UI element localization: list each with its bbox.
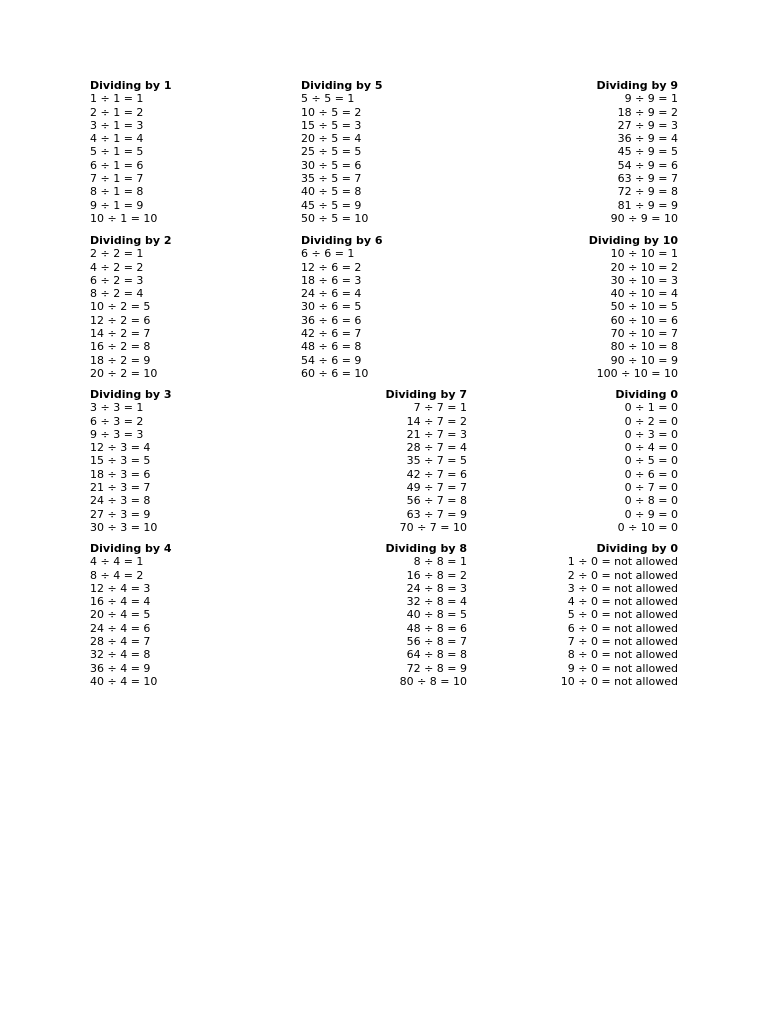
equation-line: 24 ÷ 8 = 3	[406, 581, 467, 595]
equation-line: 15 ÷ 5 = 3	[301, 118, 362, 132]
equation-line: 63 ÷ 9 = 7	[617, 172, 678, 186]
equation-line: 16 ÷ 2 = 8	[90, 340, 151, 354]
equation-line: 80 ÷ 8 = 10	[399, 674, 467, 688]
equation-line: 20 ÷ 5 = 4	[301, 132, 362, 146]
equation-line: 16 ÷ 8 = 2	[406, 568, 467, 582]
equation-line: 8 ÷ 4 = 2	[90, 568, 144, 582]
table-lines	[301, 92, 383, 225]
equation-line: 12 ÷ 4 = 3	[90, 581, 151, 595]
equation-line: 10 ÷ 2 = 5	[90, 300, 151, 314]
equation-line: 63 ÷ 7 = 9	[406, 507, 467, 521]
table-title: Dividing by 5	[301, 79, 383, 92]
equation-line: 21 ÷ 7 = 3	[406, 427, 467, 441]
equation-line: 100 ÷ 10 = 10	[596, 366, 678, 380]
table-title: Dividing by 3	[90, 388, 172, 401]
equation-line: 9 ÷ 1 = 9	[90, 198, 144, 212]
table-title: Dividing by 4	[90, 542, 172, 555]
equation-line: 40 ÷ 10 = 4	[610, 287, 678, 301]
equation-line: 20 ÷ 2 = 10	[90, 366, 158, 380]
equation-line: 6 ÷ 0 = not allowed	[567, 621, 678, 635]
equation-line: 18 ÷ 3 = 6	[90, 467, 151, 481]
equation-line: 0 ÷ 3 = 0	[624, 427, 678, 441]
table-dividing-by-6	[301, 234, 383, 380]
equation-line: 30 ÷ 6 = 5	[301, 300, 362, 314]
equation-line: 48 ÷ 8 = 6	[406, 621, 467, 635]
equation-line: 42 ÷ 7 = 6	[406, 467, 467, 481]
equation-line: 0 ÷ 6 = 0	[624, 467, 678, 481]
equation-line: 81 ÷ 9 = 9	[617, 198, 678, 212]
equation-line: 7 ÷ 0 = not allowed	[567, 635, 678, 649]
equation-line: 12 ÷ 3 = 4	[90, 441, 151, 455]
table-lines	[615, 401, 678, 534]
table-lines	[561, 555, 678, 688]
equation-line: 24 ÷ 3 = 8	[90, 494, 151, 508]
table-lines	[385, 401, 467, 534]
equation-line: 24 ÷ 6 = 4	[301, 287, 362, 301]
table-lines	[90, 92, 172, 225]
equation-line: 36 ÷ 6 = 6	[301, 313, 362, 327]
equation-line: 3 ÷ 3 = 1	[90, 401, 144, 415]
equation-line: 18 ÷ 9 = 2	[617, 105, 678, 119]
table-title: Dividing by 2	[90, 234, 172, 247]
equation-line: 16 ÷ 4 = 4	[90, 595, 151, 609]
equation-line: 25 ÷ 5 = 5	[301, 145, 362, 159]
equation-line: 0 ÷ 7 = 0	[624, 481, 678, 495]
equation-line: 8 ÷ 1 = 8	[90, 185, 144, 199]
equation-line: 32 ÷ 8 = 4	[406, 595, 467, 609]
table-dividing-by-5	[301, 79, 383, 225]
equation-line: 3 ÷ 1 = 3	[90, 118, 144, 132]
equation-line: 1 ÷ 0 = not allowed	[567, 555, 678, 569]
equation-line: 72 ÷ 9 = 8	[617, 185, 678, 199]
equation-line: 4 ÷ 0 = not allowed	[567, 595, 678, 609]
equation-line: 0 ÷ 8 = 0	[624, 494, 678, 508]
equation-line: 45 ÷ 5 = 9	[301, 198, 362, 212]
equation-line: 5 ÷ 0 = not allowed	[567, 608, 678, 622]
equation-line: 0 ÷ 9 = 0	[624, 507, 678, 521]
equation-line: 10 ÷ 5 = 2	[301, 105, 362, 119]
table-dividing-zero	[615, 388, 678, 534]
equation-line: 10 ÷ 0 = not allowed	[560, 674, 678, 688]
table-lines	[589, 247, 678, 380]
table-lines	[301, 247, 383, 380]
table-lines	[596, 92, 678, 225]
equation-line: 0 ÷ 5 = 0	[624, 454, 678, 468]
equation-line: 40 ÷ 4 = 10	[90, 674, 158, 688]
table-lines	[90, 247, 172, 380]
equation-line: 15 ÷ 3 = 5	[90, 454, 151, 468]
equation-line: 10 ÷ 1 = 10	[90, 211, 158, 225]
table-title: Dividing 0	[615, 388, 678, 401]
equation-line: 24 ÷ 4 = 6	[90, 621, 151, 635]
equation-line: 4 ÷ 2 = 2	[90, 260, 144, 274]
table-title: Dividing by 0	[596, 542, 678, 555]
equation-line: 40 ÷ 5 = 8	[301, 185, 362, 199]
equation-line: 27 ÷ 9 = 3	[617, 118, 678, 132]
equation-line: 72 ÷ 8 = 9	[406, 661, 467, 675]
table-title: Dividing by 8	[385, 542, 467, 555]
equation-line: 12 ÷ 6 = 2	[301, 260, 362, 274]
equation-line: 9 ÷ 9 = 1	[624, 92, 678, 106]
equation-line: 56 ÷ 7 = 8	[406, 494, 467, 508]
equation-line: 8 ÷ 8 = 1	[413, 555, 467, 569]
equation-line: 3 ÷ 0 = not allowed	[567, 581, 678, 595]
equation-line: 2 ÷ 2 = 1	[90, 247, 144, 261]
equation-line: 48 ÷ 6 = 8	[301, 340, 362, 354]
table-title: Dividing by 6	[301, 234, 383, 247]
equation-line: 42 ÷ 6 = 7	[301, 327, 362, 341]
equation-line: 60 ÷ 6 = 10	[301, 366, 369, 380]
equation-line: 20 ÷ 4 = 5	[90, 608, 151, 622]
equation-line: 18 ÷ 6 = 3	[301, 273, 362, 287]
equation-line: 9 ÷ 3 = 3	[90, 427, 144, 441]
equation-line: 35 ÷ 7 = 5	[406, 454, 467, 468]
equation-line: 80 ÷ 10 = 8	[610, 340, 678, 354]
table-dividing-by-9	[596, 79, 678, 225]
equation-line: 90 ÷ 9 = 10	[610, 211, 678, 225]
equation-line: 32 ÷ 4 = 8	[90, 648, 151, 662]
equation-line: 54 ÷ 6 = 9	[301, 353, 362, 367]
equation-line: 12 ÷ 2 = 6	[90, 313, 151, 327]
equation-line: 7 ÷ 1 = 7	[90, 172, 144, 186]
equation-line: 40 ÷ 8 = 5	[406, 608, 467, 622]
equation-line: 21 ÷ 3 = 7	[90, 481, 151, 495]
equation-line: 14 ÷ 2 = 7	[90, 327, 151, 341]
table-title: Dividing by 7	[385, 388, 467, 401]
equation-line: 18 ÷ 2 = 9	[90, 353, 151, 367]
table-dividing-by-4	[90, 542, 172, 688]
equation-line: 36 ÷ 4 = 9	[90, 661, 151, 675]
equation-line: 9 ÷ 0 = not allowed	[567, 661, 678, 675]
equation-line: 30 ÷ 10 = 3	[610, 273, 678, 287]
equation-line: 54 ÷ 9 = 6	[617, 158, 678, 172]
equation-line: 4 ÷ 1 = 4	[90, 132, 144, 146]
equation-line: 70 ÷ 10 = 7	[610, 327, 678, 341]
equation-line: 6 ÷ 2 = 3	[90, 273, 144, 287]
equation-line: 7 ÷ 7 = 1	[413, 401, 467, 415]
equation-line: 0 ÷ 1 = 0	[624, 401, 678, 415]
equation-line: 50 ÷ 10 = 5	[610, 300, 678, 314]
equation-line: 64 ÷ 8 = 8	[406, 648, 467, 662]
table-dividing-by-zero	[561, 542, 678, 688]
equation-line: 8 ÷ 0 = not allowed	[567, 648, 678, 662]
equation-line: 30 ÷ 3 = 10	[90, 520, 158, 534]
equation-line: 49 ÷ 7 = 7	[406, 481, 467, 495]
table-lines	[385, 555, 467, 688]
equation-line: 6 ÷ 1 = 6	[90, 158, 144, 172]
equation-line: 28 ÷ 7 = 4	[406, 441, 467, 455]
equation-line: 70 ÷ 7 = 10	[399, 520, 467, 534]
equation-line: 20 ÷ 10 = 2	[610, 260, 678, 274]
equation-line: 2 ÷ 0 = not allowed	[567, 568, 678, 582]
table-dividing-by-2	[90, 234, 172, 380]
equation-line: 28 ÷ 4 = 7	[90, 635, 151, 649]
equation-line: 6 ÷ 6 = 1	[301, 247, 355, 261]
equation-line: 8 ÷ 2 = 4	[90, 287, 144, 301]
table-lines	[90, 401, 172, 534]
equation-line: 1 ÷ 1 = 1	[90, 92, 144, 106]
equation-line: 60 ÷ 10 = 6	[610, 313, 678, 327]
equation-line: 35 ÷ 5 = 7	[301, 172, 362, 186]
equation-line: 90 ÷ 10 = 9	[610, 353, 678, 367]
table-dividing-by-1	[90, 79, 172, 225]
equation-line: 6 ÷ 3 = 2	[90, 414, 144, 428]
table-title: Dividing by 10	[588, 234, 678, 247]
equation-line: 27 ÷ 3 = 9	[90, 507, 151, 521]
equation-line: 30 ÷ 5 = 6	[301, 158, 362, 172]
equation-line: 10 ÷ 10 = 1	[610, 247, 678, 261]
equation-line: 0 ÷ 4 = 0	[624, 441, 678, 455]
equation-line: 45 ÷ 9 = 5	[617, 145, 678, 159]
table-dividing-by-3	[90, 388, 172, 534]
table-lines	[90, 555, 172, 688]
equation-line: 36 ÷ 9 = 4	[617, 132, 678, 146]
table-title: Dividing by 1	[90, 79, 172, 92]
table-title: Dividing by 9	[596, 79, 678, 92]
equation-line: 56 ÷ 8 = 7	[406, 635, 467, 649]
equation-line: 5 ÷ 1 = 5	[90, 145, 144, 159]
equation-line: 2 ÷ 1 = 2	[90, 105, 144, 119]
table-dividing-by-8	[385, 542, 467, 688]
equation-line: 50 ÷ 5 = 10	[301, 211, 369, 225]
table-dividing-by-10	[589, 234, 678, 380]
equation-line: 14 ÷ 7 = 2	[406, 414, 467, 428]
equation-line: 5 ÷ 5 = 1	[301, 92, 355, 106]
equation-line: 0 ÷ 2 = 0	[624, 414, 678, 428]
equation-line: 0 ÷ 10 = 0	[617, 520, 678, 534]
equation-line: 4 ÷ 4 = 1	[90, 555, 144, 569]
table-dividing-by-7	[385, 388, 467, 534]
